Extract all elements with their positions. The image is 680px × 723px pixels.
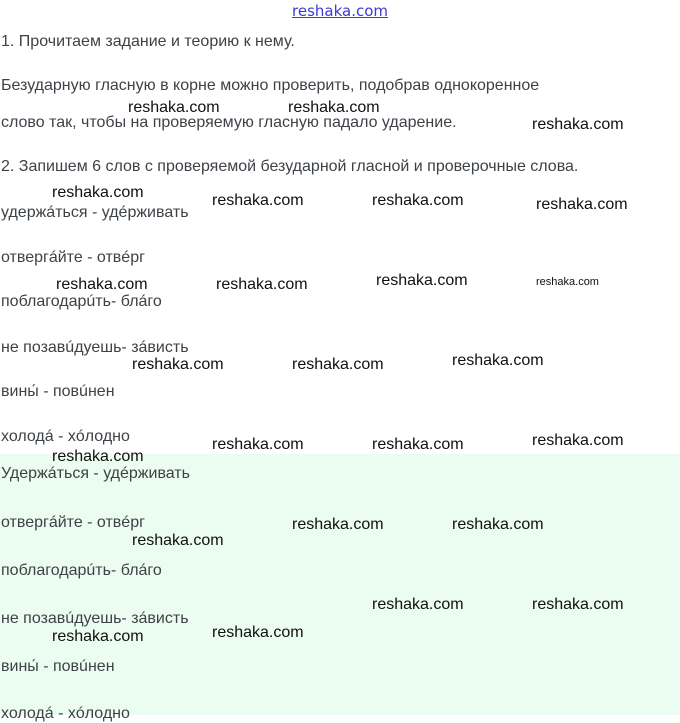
step-1-text: 1. Прочитаем задание и теорию к нему. [1, 33, 295, 50]
watermark-text: reshaka.com [372, 192, 464, 209]
watermark-text: reshaka.com [212, 624, 304, 641]
watermark-text: reshaka.com [372, 596, 464, 613]
answer-pair-2: отвергáйте - отвéрг [1, 514, 145, 531]
watermark-text: reshaka.com [52, 448, 144, 465]
watermark-text: reshaka.com [292, 516, 384, 533]
watermark-text: reshaka.com [532, 432, 624, 449]
answer-pair-5: вины́ - повúнен [1, 658, 115, 675]
step-2-text: 2. Запишем 6 слов с проверяемой безударной гласной и проверочные слова. [1, 158, 579, 175]
watermark-text: reshaka.com [536, 276, 599, 288]
watermark-text: reshaka.com [372, 436, 464, 453]
watermark-text: reshaka.com [216, 276, 308, 293]
watermark-text: reshaka.com [532, 116, 624, 133]
watermark-text: reshaka.com [288, 99, 380, 116]
answer-pair-4: не позавúдуешь- зáвисть [1, 610, 189, 627]
watermark-text: reshaka.com [212, 436, 304, 453]
watermark-text: reshaka.com [212, 192, 304, 209]
watermark-text: reshaka.com [52, 628, 144, 645]
word-pair-6: холодá - хóлодно [1, 428, 130, 445]
watermark-text: reshaka.com [52, 184, 144, 201]
watermark-text: reshaka.com [376, 272, 468, 289]
word-pair-5: вины́ - повúнен [1, 383, 115, 400]
site-link[interactable]: reshaka.com [292, 2, 388, 20]
answer-pair-1: Удержáться - удéрживать [1, 465, 190, 482]
word-pair-4: не позавúдуешь- зáвисть [1, 339, 189, 356]
watermark-text: reshaka.com [452, 516, 544, 533]
answer-pair-6: холодá - хóлодно [1, 705, 130, 722]
rule-line-1: Безударную гласную в корне можно проверить, подобрав однокоренное [1, 77, 540, 94]
watermark-text: reshaka.com [532, 596, 624, 613]
watermark-text: reshaka.com [56, 276, 148, 293]
watermark-text: reshaka.com [132, 356, 224, 373]
word-pair-1: удержáться - удéрживать [1, 204, 189, 221]
word-pair-3: поблагодарúть- блáго [1, 293, 162, 310]
rule-line-2: слово так, чтобы на проверяемую гласную падало ударение. [1, 114, 457, 131]
word-pair-2: отвергáйте - отвéрг [1, 249, 145, 266]
answer-pair-3: поблагодарúть- блáго [1, 562, 162, 579]
watermark-text: reshaka.com [292, 356, 384, 373]
watermark-text: reshaka.com [128, 99, 220, 116]
watermark-text: reshaka.com [536, 196, 628, 213]
watermark-text: reshaka.com [452, 352, 544, 369]
watermark-text: reshaka.com [132, 532, 224, 549]
answer-panel [0, 454, 680, 722]
